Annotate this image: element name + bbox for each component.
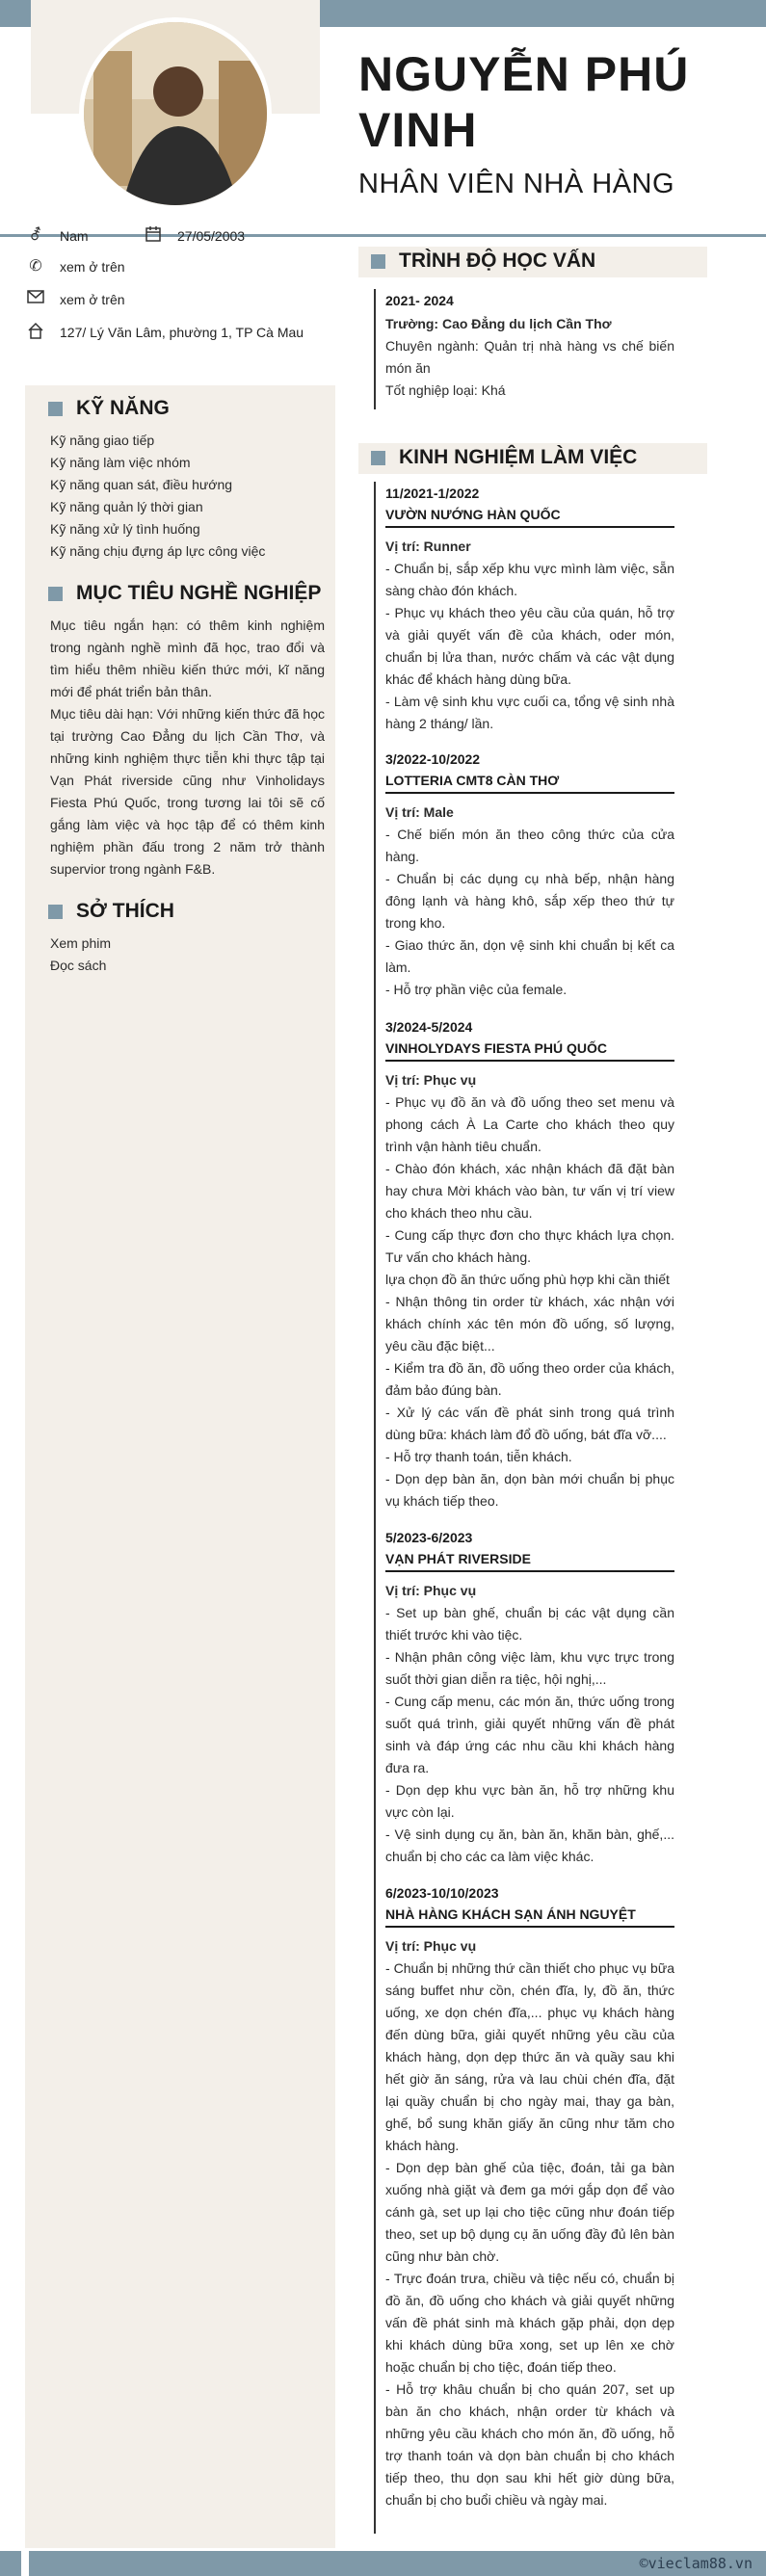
- job-period: 5/2023-6/2023: [385, 1530, 473, 1545]
- education-period: 2021- 2024: [385, 293, 454, 308]
- watermark: ©vieclam88.vn: [639, 2555, 753, 2572]
- heading-marker-icon: [48, 402, 63, 416]
- job-company: LOTTERIA CMT8 CÀN THƠ: [385, 773, 560, 788]
- experience-heading: KINH NGHIỆM LÀM VIỆC: [371, 446, 637, 469]
- job-details: [385, 1935, 674, 2511]
- job-details: [385, 1069, 674, 1512]
- address-row: [25, 322, 304, 343]
- email-value: xem ở trên: [60, 292, 125, 307]
- full-name: NGUYỄN PHÚ VINH: [358, 47, 690, 157]
- job-duty: - Chuẩn bị những thứ cần thiết cho phục vụ bữa sáng buffet như cồn, chén đĩa, ly, đồ ăn, thức uống, xe dọn chén đĩa,... phục vụ khách hàng đến dùng bữa, giải quyết những yêu cầu của khách hàng, dọn dẹp thức ăn và quầy sau khi hết giờ ăn sáng, rửa và lau chùi chén đĩa, đặt lại quầy chuẩn bị cho ngày mai, thay ga bàn, ghế, bổ sung khăn giấy ăn cũng như tăm cho khách hàng.: [385, 1960, 674, 2153]
- job-duty: - Nhận phân công việc làm, khu vực trực trong suốt thời gian diễn ra tiệc, hội nghị,...: [385, 1649, 674, 1687]
- job-duty: - Kiểm tra đồ ăn, đồ uống theo order của khách, đảm bảo đúng bàn.: [385, 1360, 674, 1398]
- phone-value: xem ở trên: [60, 259, 125, 275]
- dob-value: 27/05/2003: [177, 228, 246, 244]
- phone-icon: ✆: [29, 258, 42, 275]
- heading-marker-icon: [371, 451, 385, 465]
- skill-item: Kỹ năng xử lý tình huống: [50, 521, 200, 537]
- job-duty: - Xử lý các vấn đề phát sinh trong quá trình dùng bữa: khách làm đổ đồ uống, bát đĩa vỡ....: [385, 1405, 674, 1442]
- home-icon: [25, 322, 46, 343]
- heading-marker-icon: [48, 905, 63, 919]
- job-position: Vị trí: Runner: [385, 539, 471, 554]
- skill-item: Kỹ năng giao tiếp: [50, 433, 155, 448]
- job-duty: - Chế biến món ăn theo công thức của cửa hàng.: [385, 827, 674, 864]
- job-period: 11/2021-1/2022: [385, 486, 480, 501]
- heading-marker-icon: [371, 254, 385, 269]
- job-duty: - Trực đoán trưa, chiều và tiệc nếu có, chuẩn bị đồ ăn, đồ uống cho khách và giải quyết những vấn đề phát sinh mà khách gặp phải, dọn dẹp khi khách dùng bữa xong, set up lên xe chờ hoặc chuẩn bị cho tiệc, đoán tiếp theo.: [385, 2271, 674, 2375]
- mail-icon: [25, 289, 46, 310]
- objective-long: Mục tiêu dài hạn: Với những kiến thức đã học tại trường Cao Đẳng du lịch Cần Thơ, và những kinh nghiệm thực tiễn khi thực tập tại Vạn Phát riverside cũng như Vinholidays Fiesta Phú Quốc, trong tương lai tôi sẽ cố gắng làm việc và học tập để có thêm kinh nghiệm phần đấu trong 2 năm trở thành supervior trong ngành F&B.: [50, 706, 325, 877]
- experience-timeline: [374, 482, 376, 2534]
- job-divider: [385, 792, 674, 794]
- heading-marker-icon: [48, 587, 63, 601]
- education-school: Trường: Cao Đẳng du lịch Cần Thơ: [385, 316, 612, 331]
- job-duty: - Chào đón khách, xác nhận khách đã đặt bàn hay chưa Mời khách vào bàn, tư vấn vị trí view cho khách theo nhu cầu.: [385, 1161, 674, 1221]
- skill-item: Kỹ năng quan sát, điều hướng: [50, 477, 233, 492]
- job-company: VINHOLYDAYS FIESTA PHÚ QUỐC: [385, 1040, 608, 1056]
- education-grade: Tốt nghiệp loại: Khá: [385, 382, 506, 398]
- hobbies-heading: SỞ THÍCH: [48, 900, 174, 923]
- avatar-photo-icon: [84, 22, 267, 205]
- email-row: [25, 289, 125, 310]
- job-divider: [385, 1060, 674, 1062]
- job-duty: - Set up bàn ghế, chuẩn bị các vật dụng cần thiết trước khi vào tiệc.: [385, 1605, 674, 1643]
- job-duty: - Chuẩn bị các dụng cụ nhà bếp, nhận hàng đông lạnh và hàng khô, sắp xếp theo thứ tự trong kho.: [385, 871, 674, 931]
- top-accent-left: [0, 0, 31, 27]
- job-company: VƯỜN NƯỚNG HÀN QUỐC: [385, 507, 561, 522]
- job-details: [385, 802, 674, 1001]
- hobby-item: Đọc sách: [50, 958, 107, 973]
- job-duty: - Dọn dẹp bàn ghế của tiệc, đoán, tải ga bàn xuống nhà giặt và đem ga mới gắp dọn để vào cánh gà, set up lại cho tiệc cũng như đoán tiếp theo, set up bộ dụng cụ ăn uống đầy đủ lên bàn cũng như bàn chờ.: [385, 2160, 674, 2264]
- job-title: NHÂN VIÊN NHÀ HÀNG: [358, 169, 675, 199]
- objective-short: Mục tiêu ngắn hạn: có thêm kinh nghiệm trong ngành nghề mình đã học, trao đổi và tìm hiểu thêm nhiều kiến thức mới, kĩ năng mới để phát triển bản thân.: [50, 618, 325, 699]
- skill-item: Kỹ năng chịu đựng áp lực công việc: [50, 543, 266, 559]
- address-value: 127/ Lý Văn Lâm, phường 1, TP Cà Mau: [60, 325, 304, 340]
- job-divider: [385, 526, 674, 528]
- job-duty: - Dọn dẹp khu vực bàn ăn, hỗ trợ những khu vực còn lại.: [385, 1782, 674, 1820]
- education-heading: TRÌNH ĐỘ HỌC VẤN: [371, 250, 595, 273]
- header-divider: [0, 234, 766, 237]
- job-company: VẠN PHÁT RIVERSIDE: [385, 1551, 531, 1566]
- job-duty: - Nhận thông tin order từ khách, xác nhận với khách chính xác tên món đồ uống, số lượng, yêu cầu đặc biệt...: [385, 1294, 674, 1354]
- job-details: [385, 1580, 674, 1868]
- job-divider: [385, 1926, 674, 1928]
- avatar: [79, 17, 272, 210]
- bottom-accent-left: [0, 2551, 21, 2576]
- job-position: Vị trí: Phục vụ: [385, 1072, 477, 1088]
- job-duty: - Vệ sinh dụng cụ ăn, bàn ăn, khăn bàn, ghế,... chuẩn bị cho các ca làm việc khác.: [385, 1827, 674, 1864]
- education-timeline: [374, 289, 376, 409]
- objective-heading: MỤC TIÊU NGHỀ NGHIỆP: [48, 582, 321, 605]
- job-divider: [385, 1570, 674, 1572]
- job-duty: - Hỗ trợ phần việc của female.: [385, 982, 568, 997]
- job-duty: - Hỗ trợ khâu chuẩn bị cho quán 207, set up bàn ăn cho khách, nhận order từ khách và những yêu cầu khách cho món ăn, đồ uống, hỗ trợ thanh toán và dọn bàn chuẩn bị cho khách tiếp theo, thu dọn sau khi hết giờ dùng bữa, chuẩn bị cho buổi chiều và ngày mai.: [385, 2381, 674, 2508]
- job-duty: - Phục vụ khách theo yêu cầu của quán, hỗ trợ và giải quyết vấn đề của khách, oder món, chuẩn bị lửa than, nước chấm và các vật dụng khác để khách hàng dùng bữa.: [385, 605, 674, 687]
- job-duty: - Giao thức ăn, dọn vệ sinh khi chuẩn bị kết ca làm.: [385, 937, 674, 975]
- hobby-item: Xem phim: [50, 935, 112, 951]
- job-position: Vị trí: Phục vụ: [385, 1938, 477, 1954]
- job-details: [385, 536, 674, 735]
- skill-item: Kỹ năng quản lý thời gian: [50, 499, 203, 514]
- job-company: NHÀ HÀNG KHÁCH SẠN ÁNH NGUYỆT: [385, 1906, 636, 1922]
- gender-row: [25, 225, 89, 247]
- job-position: Vị trí: Phục vụ: [385, 1583, 477, 1598]
- skill-item: Kỹ năng làm việc nhóm: [50, 455, 191, 470]
- skills-heading: KỸ NĂNG: [48, 397, 170, 420]
- top-accent-bar: [320, 0, 766, 27]
- job-duty: lựa chọn đồ ăn thức uống phù hợp khi cần thiết: [385, 1272, 670, 1287]
- calendar-icon: [143, 225, 164, 247]
- job-duty: - Hỗ trợ thanh toán, tiễn khách.: [385, 1449, 572, 1464]
- gender-icon: ⚦: [29, 227, 42, 244]
- job-period: 3/2022-10/2022: [385, 751, 481, 767]
- job-duty: - Phục vụ đồ ăn và đồ uống theo set menu và phong cách À La Carte cho khách theo quy trình vận hành tiêu chuẩn.: [385, 1094, 674, 1154]
- job-duty: - Cung cấp thực đơn cho thực khách lựa chọn. Tư vấn cho khách hàng.: [385, 1227, 674, 1265]
- gender-value: Nam: [60, 228, 89, 244]
- job-duty: - Chuẩn bị, sắp xếp khu vực mình làm việc, sẵn sàng chào đón khách.: [385, 561, 674, 598]
- job-duty: - Cung cấp menu, các món ăn, thức uống trong suốt quá trình, giải quyết những vấn đề phát sinh và đáp ứng các nhu cầu khi khách hàng đưa ra.: [385, 1694, 674, 1775]
- phone-row: [25, 256, 125, 277]
- job-duty: - Dọn dẹp bàn ăn, dọn bàn mới chuẩn bị phục vụ khách tiếp theo.: [385, 1471, 674, 1509]
- job-period: 3/2024-5/2024: [385, 1019, 473, 1035]
- job-position: Vị trí: Male: [385, 804, 454, 820]
- job-duty: - Làm vệ sinh khu vực cuối ca, tổng vệ sinh nhà hàng 2 tháng/ lần.: [385, 694, 674, 731]
- dob-row: [143, 225, 245, 247]
- education-major: Chuyên ngành: Quản trị nhà hàng vs chế biến món ăn: [385, 338, 674, 376]
- job-period: 6/2023-10/10/2023: [385, 1885, 499, 1901]
